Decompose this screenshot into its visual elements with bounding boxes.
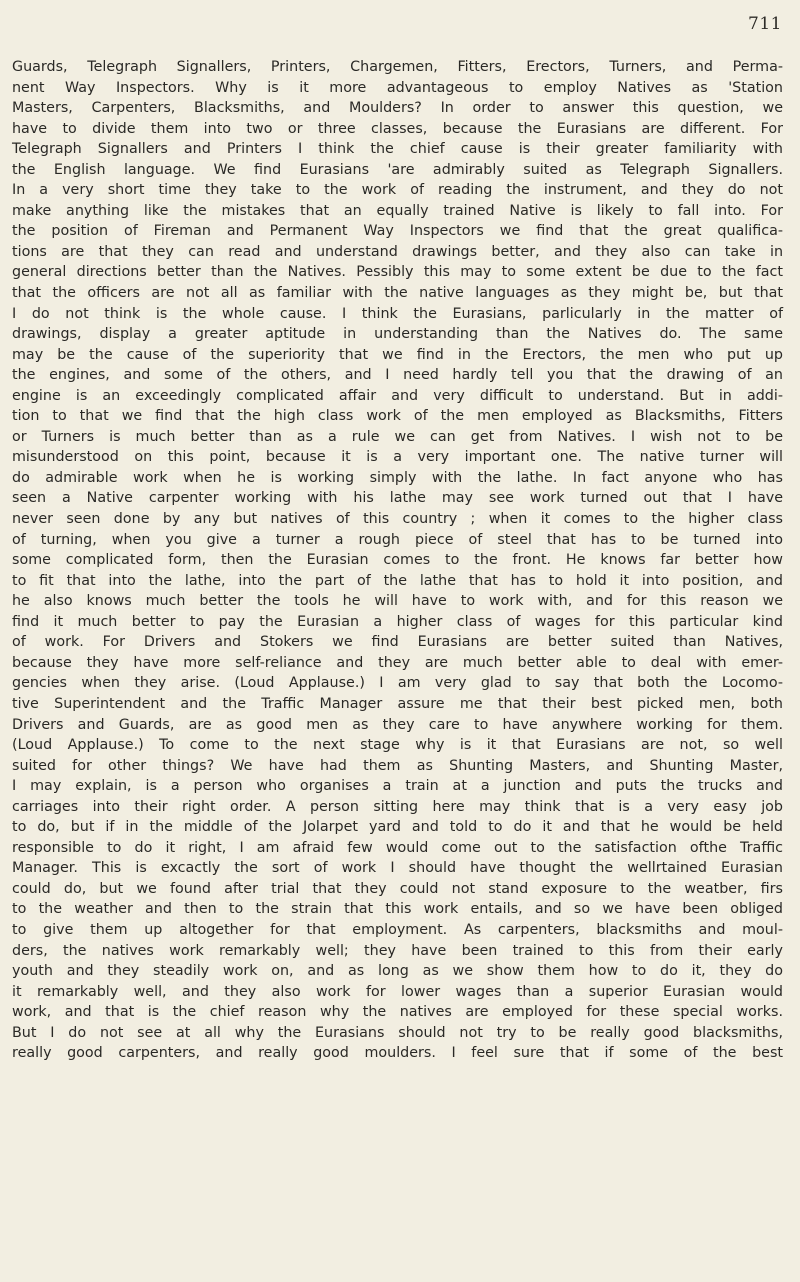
text-line: make anything like the mistakes that an equally trained Native is likely to fall into. For <box>12 202 783 219</box>
text-line: responsible to do it right, I am afraid few would come out to the satisfaction ofthe Traffic <box>12 839 783 856</box>
text-line: find it much better to pay the Eurasian a higher class of wages for this particular kind <box>12 613 783 630</box>
text-line: some complicated form, then the Eurasian comes to the front. He knows far better how <box>12 552 783 569</box>
page-number: 711 <box>748 14 782 34</box>
text-line: of work. For Drivers and Stokers we find Eurasians are better suited than Natives, <box>12 634 783 651</box>
text-line: to give them up altogether for that employment. As carpenters, blacksmiths and moul- <box>12 921 783 938</box>
text-line: suited for other things? We have had them as Shunting Masters, and Shunting Master, <box>12 757 783 774</box>
text-line: the English language. We find Eurasians 'are admirably suited as Telegraph Signallers. <box>12 161 783 178</box>
text-line: to do, but if in the middle of the Jolarpet yard and told to do it and that he would be held <box>12 819 783 836</box>
text-line: may be the cause of the superiority that we find in the Erectors, the men who put up <box>12 346 783 363</box>
text-line: he also knows much better the tools he will have to work with, and for this reason we <box>12 593 783 610</box>
text-line: could do, but we found after trial that they could not stand exposure to the weatber, firs <box>12 880 783 897</box>
text-line: gencies when they arise. (Loud Applause.) I am very glad to say that both the Locomo- <box>12 675 783 692</box>
text-line: Manager. This is excactly the sort of work I should have thought the wellrtained Eurasian <box>12 860 783 877</box>
text-line: the position of Fireman and Permanent Way Inspectors we find that the great qualifica- <box>12 223 783 240</box>
text-line: carriages into their right order. A person sitting here may think that is a very easy job <box>12 798 783 815</box>
text-line: tive Superintendent and the Traffic Manager assure me that their best picked men, both <box>12 695 783 712</box>
body-paragraph <box>12 57 783 1064</box>
text-line: Drivers and Guards, are as good men as they care to have anywhere working for them. <box>12 716 783 733</box>
text-line: I may explain, is a person who organises a train at a junction and puts the trucks and <box>12 778 783 795</box>
text-line: engine is an exceedingly complicated affair and very difficult to understand. But in addi- <box>12 387 783 404</box>
text-line: (Loud Applause.) To come to the next stage why is it that Eurasians are not, so well <box>12 737 783 754</box>
text-line: it remarkably well, and they also work for lower wages than a superior Eurasian would <box>12 983 783 1000</box>
text-line: drawings, display a greater aptitude in understanding than the Natives do. The same <box>12 326 783 343</box>
text-line: have to divide them into two or three classes, because the Eurasians are different. For <box>12 120 783 137</box>
text-line: of turning, when you give a turner a rough piece of steel that has to be turned into <box>12 531 783 548</box>
text-line: tion to that we find that the high class work of the men employed as Blacksmiths, Fitters <box>12 408 783 425</box>
text-line: Guards, Telegraph Signallers, Printers, Chargemen, Fitters, Erectors, Turners, and Perma- <box>12 59 783 75</box>
text-line: In a very short time they take to the work of reading the instrument, and they do not <box>12 182 783 199</box>
text-line: nent Way Inspectors. Why is it more advantageous to employ Natives as 'Station <box>12 79 783 96</box>
text-line: ders, the natives work remarkably well; they have been trained to this from their early <box>12 942 783 959</box>
text-line: to fit that into the lathe, into the part of the lathe that has to hold it into position, and <box>12 572 783 589</box>
text-line: youth and they steadily work on, and as long as we show them how to do it, they do <box>12 963 783 980</box>
text-line: do admirable work when he is working simply with the lathe. In fact anyone who has <box>12 469 783 486</box>
text-line: the engines, and some of the others, and I need hardly tell you that the drawing of an <box>12 367 783 384</box>
text-line: misunderstood on this point, because it is a very important one. The native turner will <box>12 449 783 466</box>
text-line: because they have more self-reliance and they are much better able to deal with emer- <box>12 654 783 671</box>
text-line: tions are that they can read and understand drawings better, and they also can take in <box>12 243 783 260</box>
text-line: I do not think is the whole cause. I think the Eurasians, parlicularly in the matter of <box>12 305 783 322</box>
text-line: or Turners is much better than as a rule we can get from Natives. I wish not to be <box>12 428 783 445</box>
text-line: general directions better than the Natives. Pessibly this may to some extent be due to the fact <box>12 264 783 281</box>
text-line: Telegraph Signallers and Printers I think the chief cause is their greater familiarity with <box>12 141 783 158</box>
text-line: really good carpenters, and really good moulders. I feel sure that if some of the best <box>12 1045 783 1062</box>
text-line: never seen done by any but natives of this country ; when it comes to the higher class <box>12 511 783 528</box>
text-line: work, and that is the chief reason why the natives are employed for these special works. <box>12 1004 783 1021</box>
text-line: that the officers are not all as familiar with the native languages as they might be, but that <box>12 285 783 302</box>
text-line: But I do not see at all why the Eurasians should not try to be really good blacksmiths, <box>12 1024 783 1041</box>
text-line: Masters, Carpenters, Blacksmiths, and Moulders? In order to answer this question, we <box>12 100 783 117</box>
text-line: seen a Native carpenter working with his lathe may see work turned out that I have <box>12 490 783 507</box>
text-line: to the weather and then to the strain that this work entails, and so we have been obliged <box>12 901 783 918</box>
